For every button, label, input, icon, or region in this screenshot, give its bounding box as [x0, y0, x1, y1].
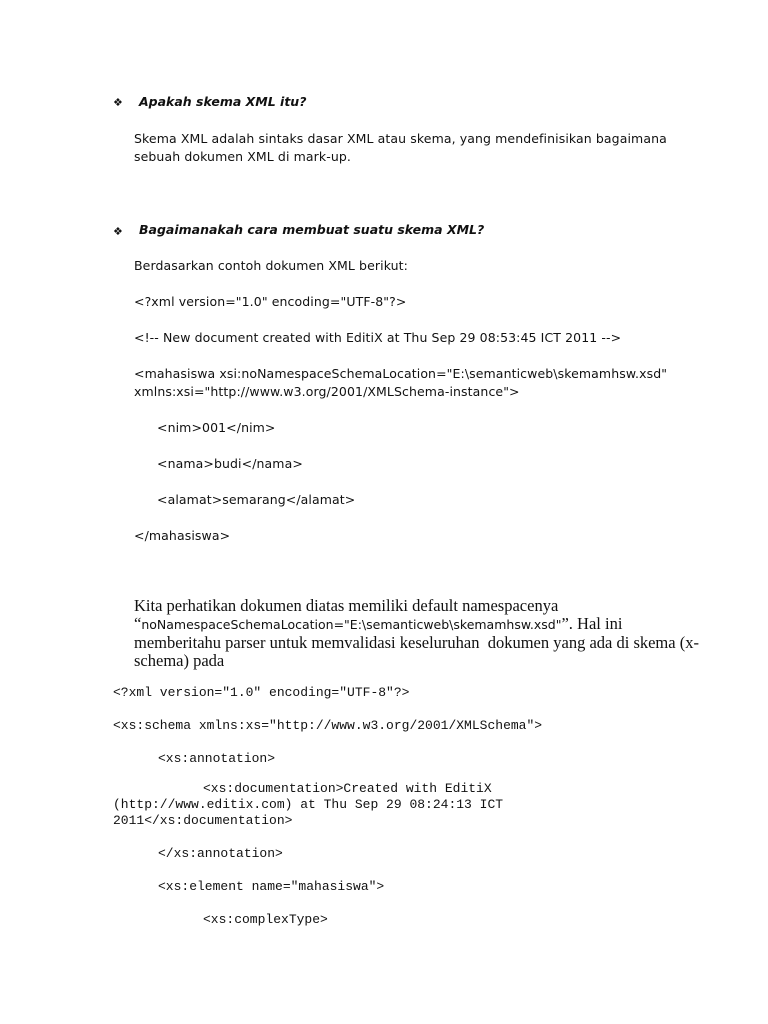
paragraph-line3: memberitahu parser untuk memvalidasi keseluruhan dokumen yang ada di skema (x- [134, 633, 699, 652]
bullet-diamond-icon: ❖ [113, 96, 123, 109]
inline-code-schema-location: noNamespaceSchemaLocation="E:\semanticweb\skemamhsw.xsd" [141, 617, 562, 632]
xml-declaration: <?xml version="1.0" encoding="UTF-8"?> [134, 294, 407, 309]
root-element-close: </mahasiswa> [134, 528, 231, 543]
schema-annotation-close: </xs:annotation> [158, 846, 283, 861]
schema-documentation-line1: <xs:documentation>Created with EditiX [203, 781, 492, 796]
paragraph-line2-rest: ”. Hal ini [561, 614, 623, 633]
root-element-open-line1: <mahasiswa xsi:noNamespaceSchemaLocation="E:\semanticweb\skemamhsw.xsd" [134, 366, 668, 381]
schema-complextype-open: <xs:complexType> [203, 912, 328, 927]
paragraph-line2 [134, 614, 622, 634]
paragraph-definition-line1: Skema XML adalah sintaks dasar XML atau skema, yang mendefinisikan bagaimana [134, 131, 667, 146]
schema-element-mahasiswa: <xs:element name="mahasiswa"> [158, 879, 385, 894]
nim-element: <nim>001</nim> [157, 420, 276, 435]
root-element-open-line2: xmlns:xsi="http://www.w3.org/2001/XMLSchema-instance"> [134, 384, 520, 399]
section-heading-apakah: Apakah skema XML itu? [139, 94, 307, 109]
paragraph-line1: Kita perhatikan dokumen diatas memiliki default namespacenya [134, 596, 559, 615]
xml-comment: <!-- New document created with EditiX at Thu Sep 29 08:53:45 ICT 2011 --> [134, 330, 622, 345]
section-heading-bagaimanakah: Bagaimanakah cara membuat suatu skema XML? [139, 222, 485, 237]
schema-xml-declaration: <?xml version="1.0" encoding="UTF-8"?> [113, 685, 410, 700]
paragraph-definition-line2: sebuah dokumen XML di mark-up. [134, 149, 351, 164]
nama-element: <nama>budi</nama> [157, 456, 303, 471]
schema-documentation-line3: 2011</xs:documentation> [113, 813, 293, 828]
schema-root-open: <xs:schema xmlns:xs="http://www.w3.org/2001/XMLSchema"> [113, 718, 543, 733]
quote-open: “ [134, 614, 142, 633]
paragraph-line4: schema) pada [134, 651, 225, 670]
alamat-element: <alamat>semarang</alamat> [157, 492, 356, 507]
bullet-diamond-icon: ❖ [113, 225, 123, 238]
intro-text: Berdasarkan contoh dokumen XML berikut: [134, 258, 408, 273]
schema-documentation-line2: (http://www.editix.com) at Thu Sep 29 08:24:13 ICT [113, 797, 504, 812]
schema-annotation-open: <xs:annotation> [158, 751, 276, 766]
